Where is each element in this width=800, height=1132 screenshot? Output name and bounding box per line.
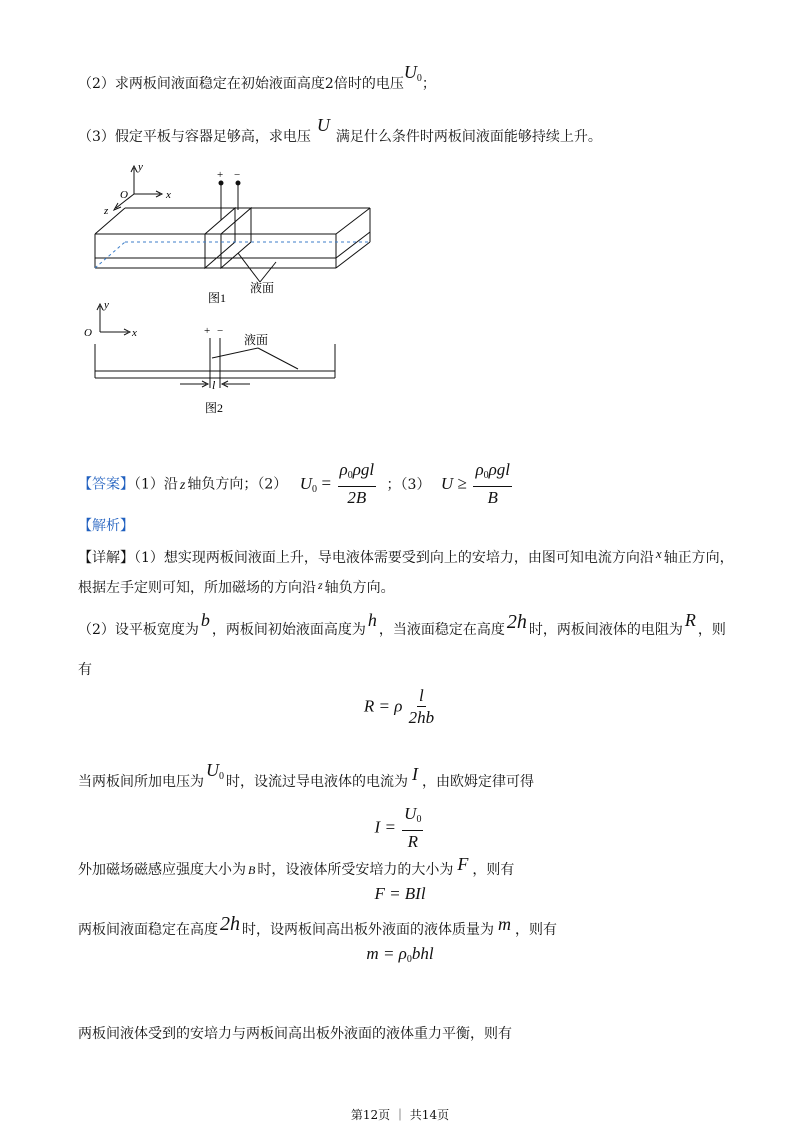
page-footer: 第12页 ｜ 共14页 (350, 1108, 450, 1122)
svg-text:O: O (120, 189, 128, 201)
svg-text:+: + (217, 169, 224, 181)
answer-fraction-2: $\frac{\rho_0\rho gl}{B}$ (475, 460, 511, 507)
paragraph-6: 两板间液体受到的安培力与两板间高出板外液面的液体重力平衡，则有 (78, 1026, 512, 1042)
math-U0: $U_0$ (403, 62, 422, 84)
analysis-tag: 【解析】 (78, 518, 134, 534)
equation-2: I = $\frac{U_0}{R}$ (374, 804, 422, 851)
svg-text:−: − (217, 325, 224, 337)
svg-text:y: y (138, 161, 143, 173)
math-U: U (316, 115, 330, 135)
paragraph-2-cont: 有 (78, 662, 92, 678)
detail-line-1: 【详解】（1）想实现两板间液面上升，导电液体需要受到向上的安培力，由图可知电流方向沿 x 轴正方向， (78, 546, 734, 566)
svg-text:液面: 液面 (250, 281, 275, 295)
equation-4: $m = \rho_0bhl$ (366, 944, 434, 965)
svg-text:+: + (204, 325, 211, 337)
equation-3: F = BIl (374, 884, 426, 903)
paragraph-2: （2）设平板宽度为 b ，两板间初始液面高度为 h ，当液面稳定在高度 2h 时，两板间液体的电阻为 R ，则 (78, 610, 726, 638)
answer-fraction-1: $\frac{\rho_0\rho gl}{2B}$ (339, 460, 375, 507)
svg-text:液面: 液面 (244, 333, 269, 347)
question-3: （3）假定平板与容器足够高，求电压U满足什么条件时两板间液面能够持续上升。 (78, 115, 602, 145)
paragraph-5: 两板间液面稳定在高度 2h 时，设两板间高出板外液面的液体质量为 m ，则有 (78, 913, 557, 938)
detail-line-2: 根据左手定则可知，所加磁场的方向沿 z 轴负方向。 (78, 578, 395, 596)
equation-1: R = ρ $\frac{l}{2hb}$ (363, 686, 435, 727)
svg-text:x: x (132, 327, 137, 339)
svg-text:O: O (84, 327, 92, 339)
figure-2 (80, 296, 350, 421)
answer-line: 【答案】（1）沿 z 轴负方向；（2） $U_0$ = $\frac{\rho_0\rho gl}{2B}$ ；（3） U ≥ $\frac{\rho_0\rho gl}{B}$ (78, 460, 511, 507)
svg-text:−: − (234, 169, 241, 181)
svg-text:l: l (212, 378, 216, 392)
paragraph-4: 外加磁场磁感应强度大小为 B 时，设液体所受安培力的大小为 F ，则有 (78, 854, 515, 878)
question-2: （2）求两板间液面稳定在初始液面高度2倍时的电压$U_0$； (78, 62, 436, 92)
paragraph-3: 当两板间所加电压为$U_0$ 时，设流过导电液体的电流为 I ，由欧姆定律可得 (78, 760, 534, 790)
svg-text:z: z (104, 205, 109, 217)
figure-1 (88, 158, 388, 308)
svg-text:图2: 图2 (205, 401, 224, 415)
svg-text:图1: 图1 (208, 291, 227, 305)
svg-text:x: x (166, 189, 171, 201)
svg-text:y: y (104, 299, 109, 311)
answer-U0: $U_0$ (299, 473, 318, 495)
